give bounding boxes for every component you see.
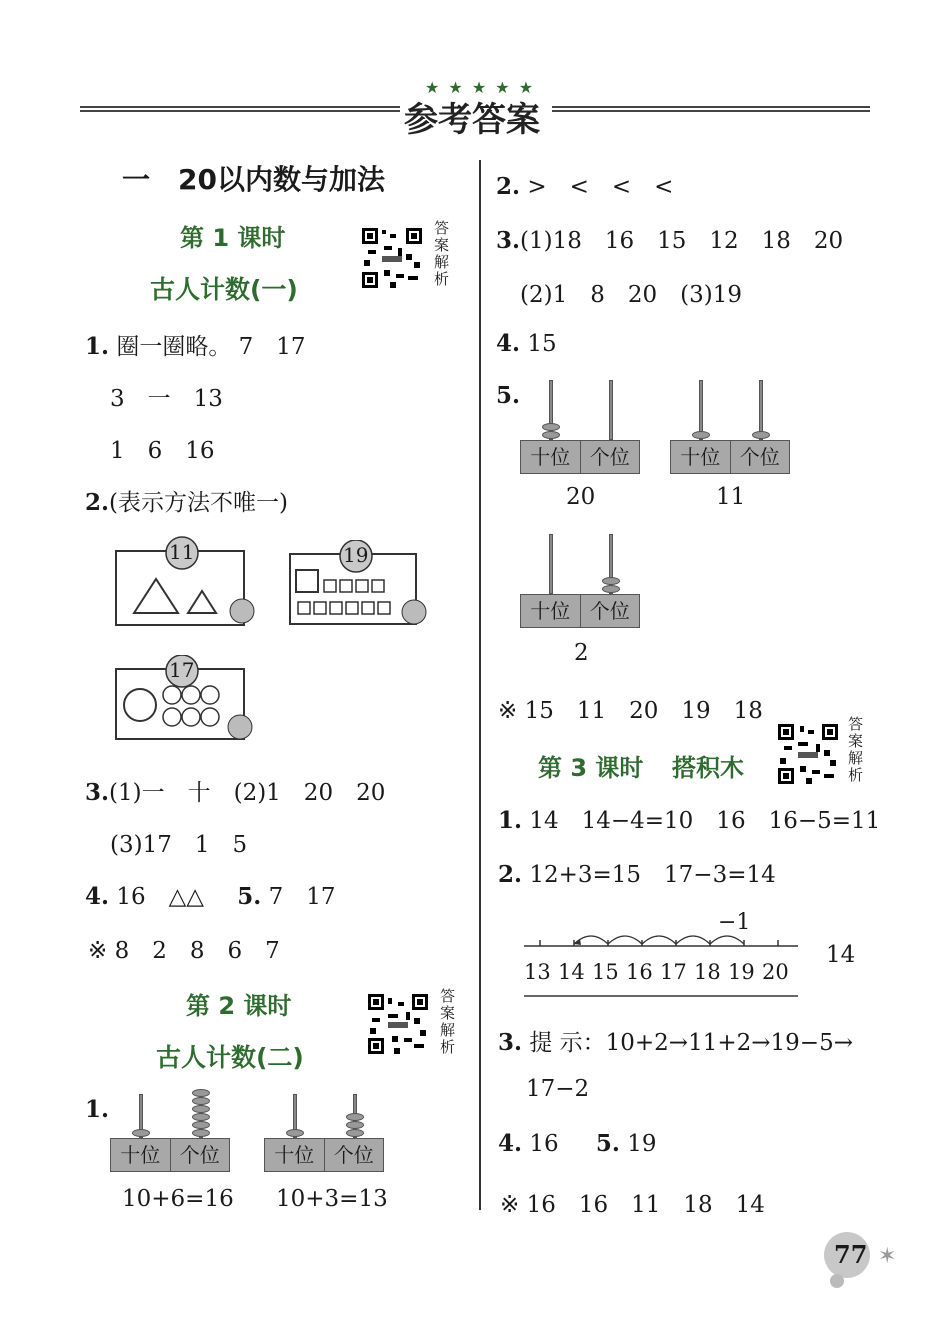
l1-extra-mark: ※ bbox=[88, 938, 108, 964]
l2-q1-num: 1. bbox=[85, 1096, 110, 1123]
l3-q5-text: 19 bbox=[627, 1131, 657, 1157]
l3-q3-text1: 提 示：10+2→11+2→19−5→ bbox=[529, 1030, 853, 1056]
l3-q2-num: 2. bbox=[498, 861, 523, 888]
l3-extra-mark: ※ bbox=[500, 1192, 520, 1218]
tens-label: 十位 bbox=[671, 441, 731, 473]
qr-code-icon bbox=[366, 992, 430, 1056]
l1-q3-line1 bbox=[85, 774, 385, 807]
r-q5-val-c: 2 bbox=[574, 640, 589, 666]
tick-label: 14 bbox=[558, 960, 585, 984]
r-q5-num: 5. bbox=[496, 382, 521, 409]
lesson1-label: 第 1 课时 bbox=[180, 224, 286, 252]
tick-label: 15 bbox=[592, 960, 619, 984]
r-q3-num: 3. bbox=[496, 227, 521, 254]
r-q3-text1: (1)18 16 15 12 18 20 bbox=[520, 228, 844, 254]
qr-code-icon bbox=[360, 226, 424, 290]
star-icon: ✶ bbox=[878, 1244, 897, 1269]
page-title: 参考答案 bbox=[404, 100, 540, 140]
lesson2-label: 第 2 课时 bbox=[186, 992, 292, 1020]
l1-q1-line3: 1 6 16 bbox=[110, 438, 215, 464]
header-rule-right bbox=[552, 106, 870, 112]
tens-label: 十位 bbox=[521, 441, 581, 473]
l1-q4-line bbox=[85, 878, 336, 911]
l3-q5-num: 5. bbox=[595, 1130, 620, 1157]
l3-q2-text: 12+3=15 17−3=14 bbox=[529, 862, 776, 888]
l3-q4-line bbox=[498, 1130, 657, 1157]
qr-code-icon bbox=[776, 722, 840, 786]
r-q3-line2: (2)1 8 20 (3)19 bbox=[520, 282, 742, 308]
r-extra-text: 15 11 20 19 18 bbox=[524, 698, 763, 724]
l1-q4-num: 4. bbox=[85, 883, 110, 910]
l3-q4-num: 4. bbox=[498, 1130, 523, 1157]
r-q2-text: > < < < bbox=[527, 174, 674, 200]
r-q5-val-a: 20 bbox=[566, 484, 596, 510]
dot-decoration bbox=[830, 1274, 844, 1288]
abacus-r-c bbox=[520, 534, 644, 630]
tick-label: 16 bbox=[626, 960, 653, 984]
r-q3-line1 bbox=[496, 222, 843, 255]
qr-label: 答案解析 bbox=[434, 219, 450, 288]
l1-q3-num: 3. bbox=[85, 779, 110, 806]
l1-q1-line1 bbox=[85, 328, 306, 361]
fig-a-label: 11 bbox=[169, 540, 195, 564]
number-line-ticks bbox=[524, 960, 804, 988]
ones-label: 个位 bbox=[589, 599, 630, 623]
ones-label: 个位 bbox=[589, 445, 630, 469]
l3-q2 bbox=[498, 856, 776, 889]
l1-q3-text1: (1)一 十 (2)1 20 20 bbox=[109, 780, 386, 806]
l3-q1-num: 1. bbox=[498, 807, 523, 834]
column-divider bbox=[479, 160, 481, 1210]
ones-label: 个位 bbox=[179, 1143, 220, 1167]
r-extra-mark: ※ bbox=[498, 698, 518, 724]
l3-q2-answer: 14 bbox=[826, 942, 856, 968]
tick-label: 19 bbox=[728, 960, 755, 984]
tens-label: 十位 bbox=[521, 595, 581, 627]
r-q2-num: 2. bbox=[496, 173, 521, 200]
abacus-r-a bbox=[520, 380, 644, 476]
lesson3-label: 第 3 课时 bbox=[538, 754, 644, 782]
lesson3-title: 搭积木 bbox=[672, 754, 744, 782]
l1-extra bbox=[88, 932, 280, 965]
abacus-l2-b bbox=[264, 1090, 388, 1180]
tick-label: 17 bbox=[660, 960, 687, 984]
header-rule-left bbox=[80, 106, 400, 112]
r-q4-text: 15 bbox=[527, 331, 557, 357]
r-q4-num: 4. bbox=[496, 330, 521, 357]
tens-label: 十位 bbox=[111, 1139, 171, 1171]
l3-extra-text: 16 16 11 18 14 bbox=[526, 1192, 765, 1218]
l1-q5-num: 5. bbox=[237, 883, 262, 910]
l2-q1-eq1: 10+6=16 bbox=[122, 1186, 234, 1212]
qr-label: 答案解析 bbox=[848, 715, 864, 784]
l1-q3-line2: (3)17 1 5 bbox=[110, 832, 248, 858]
l1-q2 bbox=[85, 484, 288, 517]
qr-label: 答案解析 bbox=[440, 987, 456, 1056]
minus-one-label: −1 bbox=[718, 910, 751, 935]
tick-label: 18 bbox=[694, 960, 721, 984]
l1-q1-num: 1. bbox=[85, 333, 110, 360]
l3-q3-num: 3. bbox=[498, 1029, 523, 1056]
l1-q1-line2: 3 一 13 bbox=[110, 386, 223, 412]
fig-c-label: 17 bbox=[169, 658, 195, 682]
lesson1-title: 古人计数(一) bbox=[150, 275, 298, 304]
l1-q1-text1: 圈一圈略。 7 17 bbox=[116, 334, 306, 360]
l1-q2-num: 2. bbox=[85, 489, 110, 516]
l1-q5-text: 7 17 bbox=[268, 884, 336, 910]
l3-q4-text: 16 bbox=[529, 1131, 559, 1157]
l1-q4-text: 16 △△ bbox=[116, 884, 204, 910]
l1-q2-text: (表示方法不唯一) bbox=[109, 490, 288, 516]
abacus-l2-a bbox=[110, 1090, 234, 1180]
l3-q3-line1 bbox=[498, 1024, 853, 1057]
l3-q1-text: 14 14−4=10 16 16−5=11 bbox=[529, 808, 881, 834]
ones-label: 个位 bbox=[333, 1143, 374, 1167]
l2-q1-eq2: 10+3=13 bbox=[276, 1186, 388, 1212]
ones-label: 个位 bbox=[739, 445, 780, 469]
l3-extra bbox=[500, 1186, 765, 1219]
abacus-r-b bbox=[670, 380, 794, 476]
r-extra bbox=[498, 692, 763, 725]
l3-q3-line2: 17−2 bbox=[526, 1076, 590, 1102]
r-q4 bbox=[496, 330, 557, 357]
chapter-title: 一 20以内数与加法 bbox=[122, 163, 385, 196]
r-q2 bbox=[496, 168, 673, 201]
r-q5-val-b: 11 bbox=[716, 484, 746, 510]
lesson2-title: 古人计数(二) bbox=[156, 1043, 304, 1072]
fig-b-label: 19 bbox=[343, 543, 369, 567]
l1-extra-text: 8 2 8 6 7 bbox=[114, 938, 280, 964]
tick-label: 20 bbox=[762, 960, 789, 984]
header-stars: ★ ★ ★ ★ ★ bbox=[425, 78, 536, 97]
l3-q1 bbox=[498, 802, 880, 835]
page-number: 77 bbox=[834, 1240, 868, 1269]
tens-label: 十位 bbox=[265, 1139, 325, 1171]
tick-label: 13 bbox=[524, 960, 551, 984]
